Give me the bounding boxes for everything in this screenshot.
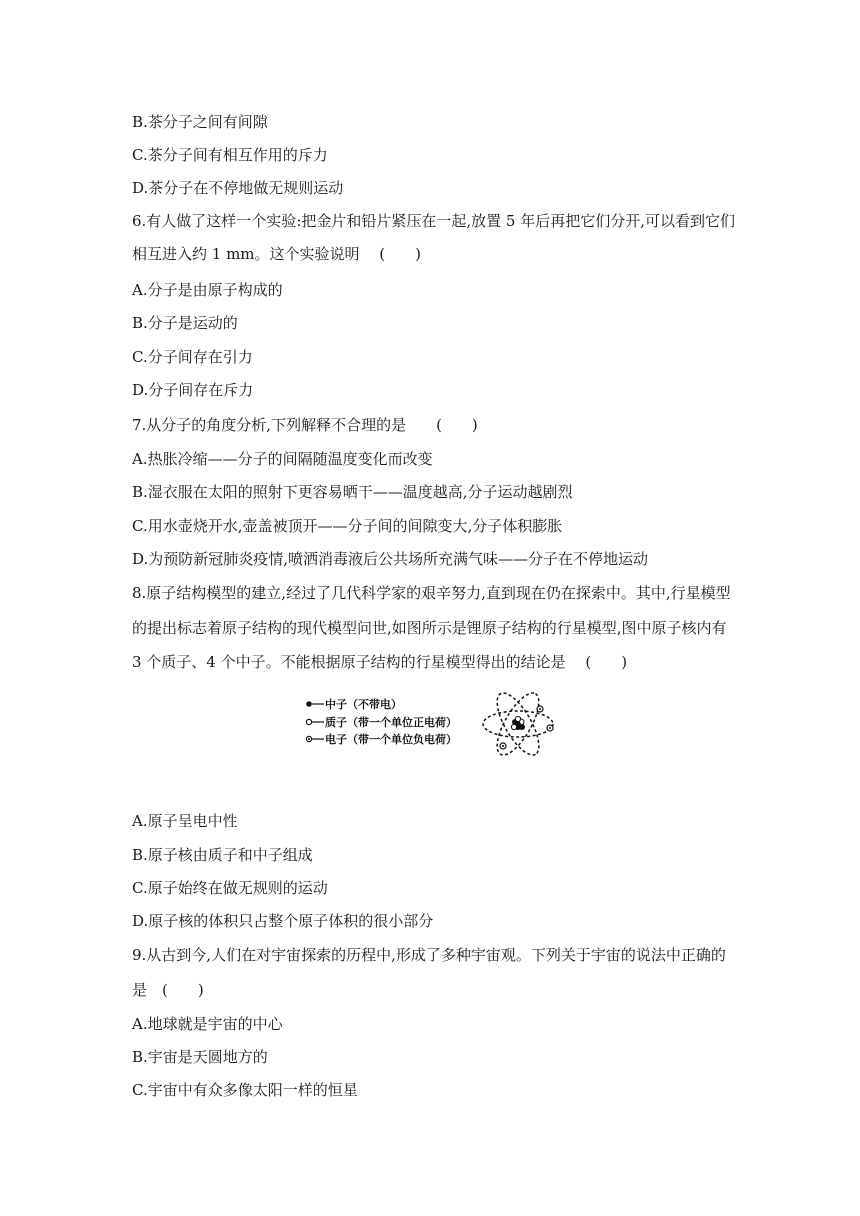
option-8c: C.原子始终在做无规则的运动 bbox=[132, 879, 328, 897]
option-9b: B.宇宙是天圆地方的 bbox=[132, 1048, 268, 1066]
question-6-line-2: 相互进入约 1 mm。这个实验说明 ( ) bbox=[132, 245, 422, 263]
question-8-line-2: 的提出标志着原子结构的现代模型问世,如图所示是锂原子结构的行星模型,图中原子核内有 bbox=[132, 619, 727, 637]
legend-neutron bbox=[306, 697, 402, 711]
option-7d: D.为预防新冠肺炎疫情,喷洒消毒液后公共场所充满气味——分子在不停地运动 bbox=[132, 550, 649, 568]
legend-proton-label: 质子（带一个单位正电荷） bbox=[325, 716, 457, 729]
legend-electron bbox=[306, 732, 457, 746]
option-8b: B.原子核由质子和中子组成 bbox=[132, 846, 313, 864]
option-8d: D.原子核的体积只占整个原子体积的很小部分 bbox=[132, 912, 434, 930]
electron-1 bbox=[537, 706, 543, 712]
option-6a: A.分子是由原子构成的 bbox=[132, 281, 283, 299]
legend-electron-label: 电子（带一个单位负电荷） bbox=[325, 733, 457, 746]
option-5c: C.茶分子间有相互作用的斥力 bbox=[132, 146, 328, 164]
legend-neutron-label: 中子（不带电） bbox=[325, 698, 402, 711]
option-6b: B.分子是运动的 bbox=[132, 314, 238, 332]
legend-proton bbox=[306, 715, 457, 729]
question-9-line-1: 9.从古到今,人们在对宇宙探索的历程中,形成了多种宇宙观。下列关于宇宙的说法中正确的 bbox=[132, 946, 726, 964]
question-9-line-2: 是 ( ) bbox=[132, 981, 204, 999]
option-7b: B.湿衣服在太阳的照射下更容易晒干——温度越高,分子运动越剧烈 bbox=[132, 483, 573, 501]
option-6d: D.分子间存在斥力 bbox=[132, 381, 254, 399]
option-8a: A.原子呈电中性 bbox=[132, 812, 238, 830]
option-7a: A.热胀冷缩——分子的间隔随温度变化而改变 bbox=[132, 450, 433, 468]
question-7: 7.从分子的角度分析,下列解释不合理的是 ( ) bbox=[132, 416, 478, 434]
option-9a: A.地球就是宇宙的中心 bbox=[132, 1015, 283, 1033]
electron-3 bbox=[547, 725, 553, 731]
question-8-line-1: 8.原子结构模型的建立,经过了几代科学家的艰辛努力,直到现在仍在探索中。其中,行星模型 bbox=[132, 584, 731, 602]
question-6-line-1: 6.有人做了这样一个实验:把金片和铅片紧压在一起,放置 5 年后再把它们分开,可以看到它们 bbox=[132, 212, 735, 230]
atom-diagram bbox=[483, 687, 553, 761]
option-7c: C.用水壶烧开水,壶盖被顶开——分子间的间隙变大,分子体积膨胀 bbox=[132, 517, 563, 535]
electron-2 bbox=[500, 743, 506, 749]
lithium-atom-model-figure bbox=[300, 680, 570, 770]
nucleus bbox=[511, 716, 525, 730]
option-9c: C.宇宙中有众多像太阳一样的恒星 bbox=[132, 1081, 358, 1099]
question-8-line-3: 3 个质子、4 个中子。不能根据原子结构的行星模型得出的结论是 ( ) bbox=[132, 653, 628, 671]
option-6c: C.分子间存在引力 bbox=[132, 348, 253, 366]
option-5d: D.茶分子在不停地做无规则运动 bbox=[132, 179, 344, 197]
option-5b: B.茶分子之间有间隙 bbox=[132, 113, 268, 131]
